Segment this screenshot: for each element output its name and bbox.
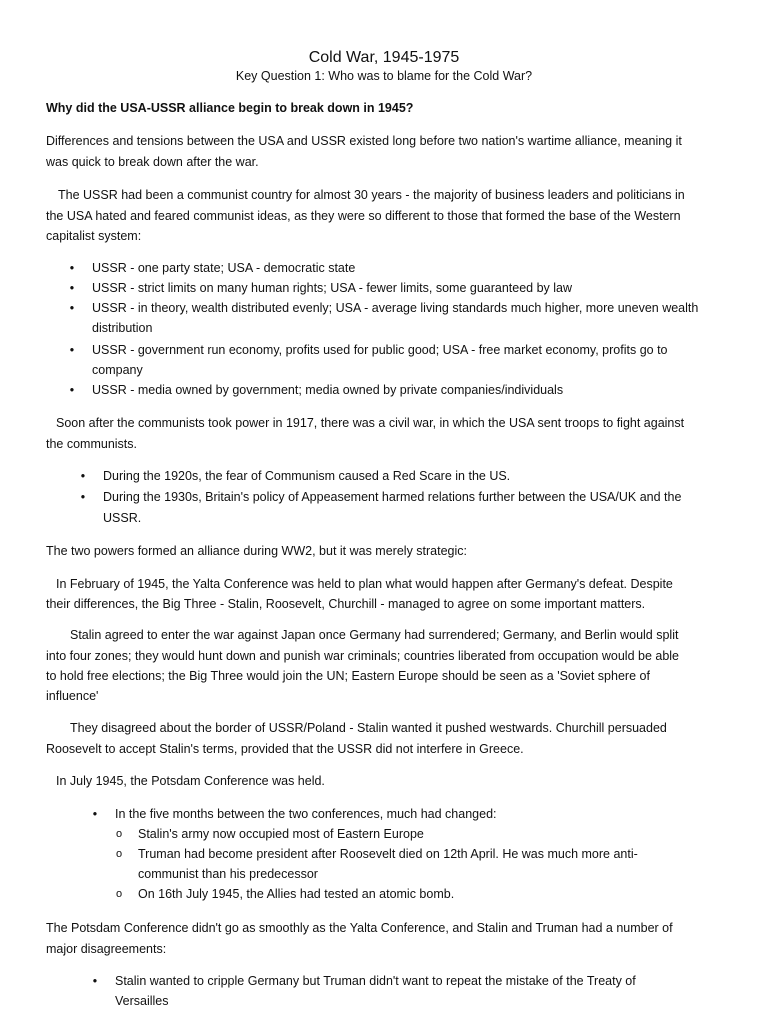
sub-bullet-icon: o	[115, 828, 123, 840]
paragraph-line: major disagreements:	[46, 942, 167, 956]
list-item-text: USSR - media owned by government; media owned by private companies/individuals	[92, 383, 564, 397]
bullet-icon: •	[92, 807, 98, 821]
bullet-icon: •	[92, 974, 98, 988]
paragraph-line: Soon after the communists took power in 1917, there was a civil war, in which the USA sent troops to fight against	[56, 416, 685, 430]
list-item-text: USSR - strict limits on many human rights; USA - fewer limits, some guaranteed by law	[92, 281, 573, 295]
list-item-text: On 16th July 1945, the Allies had tested an atomic bomb.	[138, 887, 455, 901]
bullet-icon: •	[80, 490, 86, 504]
bullet-icon: •	[69, 343, 75, 357]
document-title: Cold War, 1945-1975	[308, 49, 460, 66]
paragraph-line: the USA hated and feared communist ideas, as they were so different to those that formed the base of the Western	[46, 209, 681, 223]
bullet-icon: •	[80, 469, 86, 483]
list-item-text: USSR - in theory, wealth distributed evenly; USA - average living standards much higher, more uneven wealth	[92, 301, 699, 315]
list-item-text: During the 1930s, Britain's policy of Appeasement harmed relations further between the USA/UK and the	[103, 490, 682, 504]
list-item-text: company	[92, 363, 143, 377]
paragraph-line: influence'	[46, 689, 99, 703]
paragraph-line: Roosevelt to accept Stalin's terms, provided that the USSR did not interfere in Greece.	[46, 742, 524, 756]
list-item-text: Stalin wanted to cripple Germany but Truman didn't want to repeat the mistake of the Treaty of	[115, 974, 636, 988]
bullet-icon: •	[69, 281, 75, 295]
list-item-text: During the 1920s, the fear of Communism caused a Red Scare in the US.	[103, 469, 511, 483]
list-item-text: USSR - government run economy, profits used for public good; USA - free market economy, profits go to	[92, 343, 668, 357]
paragraph-line: In July 1945, the Potsdam Conference was held.	[56, 774, 325, 788]
paragraph-line: They disagreed about the border of USSR/Poland - Stalin wanted it pushed westwards. Churchill persuaded	[70, 721, 667, 735]
paragraph-line: to hold free elections; the Big Three would join the UN; Eastern Europe should be seen as a 'Soviet sphere of	[46, 669, 650, 683]
section-heading: Why did the USA-USSR alliance begin to break down in 1945?	[46, 101, 414, 115]
paragraph-line: Differences and tensions between the USA and USSR existed long before two nation's wartime alliance, meaning it	[46, 134, 682, 148]
sub-bullet-icon: o	[115, 848, 123, 860]
document-subtitle: Key Question 1: Who was to blame for the Cold War?	[235, 69, 533, 83]
list-item-text: Truman had become president after Roosevelt died on 12th April. He was much more anti-	[138, 847, 638, 861]
paragraph-line: was quick to break down after the war.	[46, 155, 259, 169]
paragraph-line: their differences, the Big Three - Stalin, Roosevelt, Churchill - managed to agree on some important matters.	[46, 597, 646, 611]
bullet-icon: •	[69, 383, 75, 397]
list-item-text: In the five months between the two conferences, much had changed:	[115, 807, 497, 821]
paragraph-line: into four zones; they would hunt down and punish war criminals; countries liberated from occupation would be able	[46, 649, 680, 663]
list-item-text: Versailles	[115, 994, 169, 1008]
paragraph-line: the communists.	[46, 437, 138, 451]
paragraph-line: The USSR had been a communist country for almost 30 years - the majority of business leaders and politicians in	[58, 188, 685, 202]
list-item-text: Stalin's army now occupied most of Eastern Europe	[138, 827, 424, 841]
paragraph-line: capitalist system:	[46, 229, 142, 243]
paragraph-line: Stalin agreed to enter the war against Japan once Germany had surrendered; Germany, and Berlin would split	[70, 628, 679, 642]
paragraph-line: The Potsdam Conference didn't go as smoothly as the Yalta Conference, and Stalin and Truman had a number of	[46, 921, 673, 935]
bullet-icon: •	[69, 261, 75, 275]
sub-bullet-icon: o	[115, 888, 123, 900]
list-item-text: USSR.	[103, 511, 142, 525]
paragraph-line: In February of 1945, the Yalta Conference was held to plan what would happen after Germany's defeat. Despite	[56, 577, 673, 591]
list-item-text: communist than his predecessor	[138, 867, 318, 881]
list-item-text: USSR - one party state; USA - democratic state	[92, 261, 356, 275]
list-item-text: distribution	[92, 321, 153, 335]
paragraph-line: The two powers formed an alliance during WW2, but it was merely strategic:	[46, 544, 468, 558]
bullet-icon: •	[69, 301, 75, 315]
